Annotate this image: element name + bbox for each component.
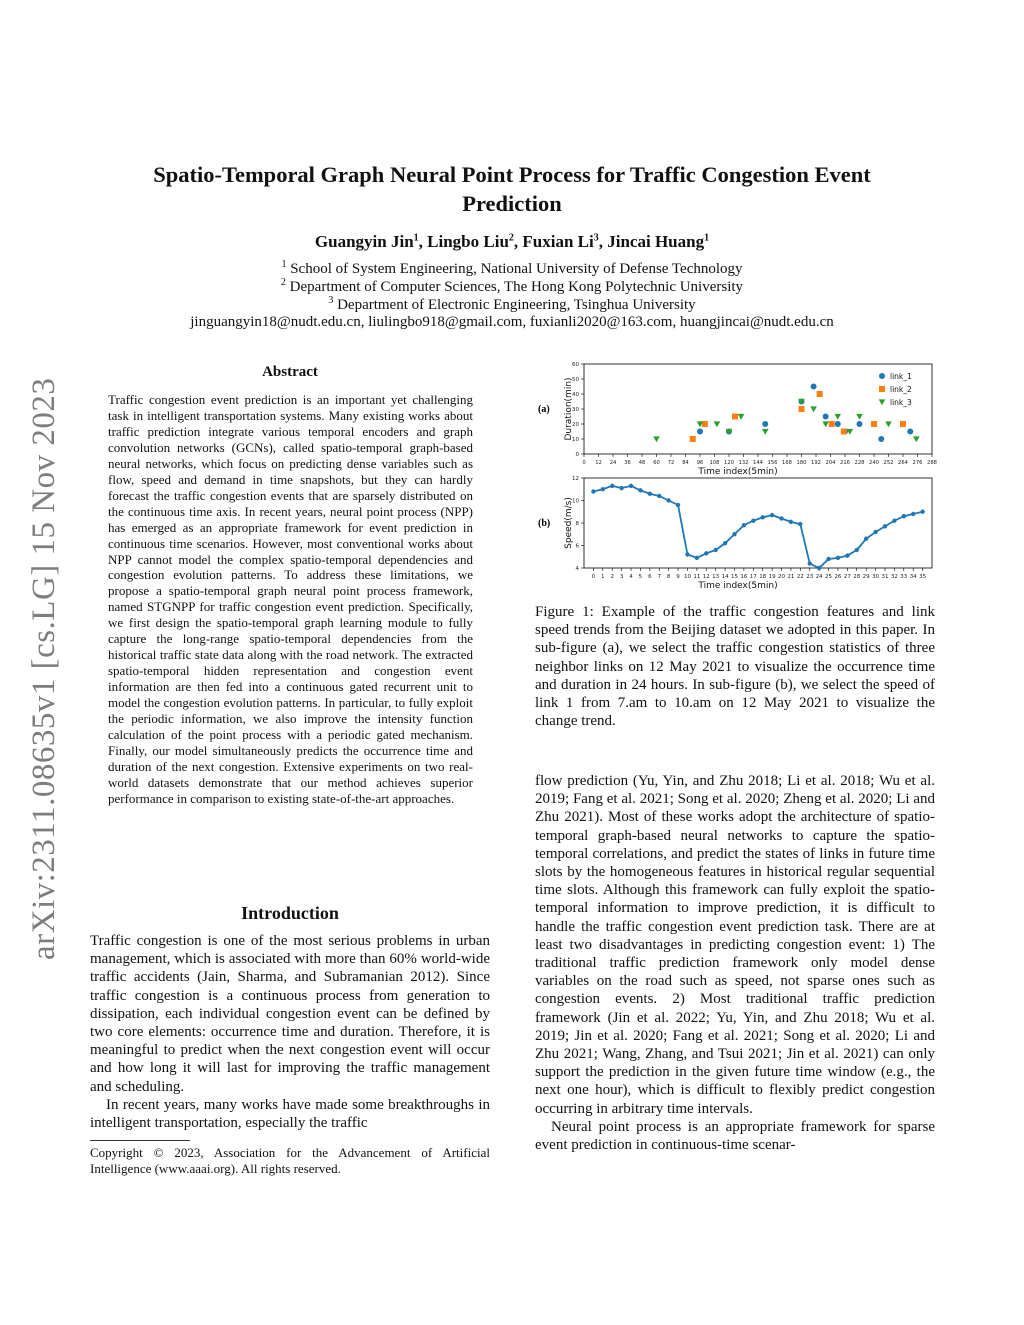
legend-label: link_1 <box>890 372 912 381</box>
speed-point <box>638 488 642 492</box>
x-tick-label: 30 <box>872 574 880 580</box>
scatter-point-link_1 <box>762 421 768 427</box>
abstract-heading: Abstract <box>262 364 318 380</box>
scatter-point-link_3 <box>714 421 721 427</box>
panel-a-label: (a) <box>538 404 550 415</box>
legend-marker-link_2 <box>879 386 885 392</box>
x-tick-label: 3 <box>619 574 624 580</box>
x-tick-label: 26 <box>834 574 842 580</box>
y-tick-label: 4 <box>575 566 579 572</box>
scatter-point-link_1 <box>697 429 703 435</box>
x-tick-label: 36 <box>624 460 631 466</box>
speed-point <box>619 486 623 490</box>
x-tick-label: 204 <box>825 460 836 466</box>
speed-point <box>855 548 859 552</box>
introduction-heading: Introduction <box>241 903 339 923</box>
x-tick-label: 180 <box>796 460 807 466</box>
x-tick-label: 19 <box>768 574 776 580</box>
y-tick-label: 10 <box>572 498 579 505</box>
x-tick-label: 24 <box>815 574 823 580</box>
x-tick-label: 35 <box>919 574 927 580</box>
x-tick-label: 34 <box>909 574 917 580</box>
speed-point <box>676 503 680 507</box>
speed-point <box>789 520 793 524</box>
speed-point <box>836 556 840 560</box>
speed-point <box>883 524 887 528</box>
x-tick-label: 21 <box>787 574 795 580</box>
y-axis-label: Speed(m/s) <box>564 497 574 549</box>
x-tick-label: 2 <box>610 574 614 580</box>
speed-point <box>902 514 906 518</box>
y-tick-label: 6 <box>575 543 579 550</box>
x-tick-label: 288 <box>927 460 937 466</box>
speed-point <box>685 552 689 556</box>
x-tick-label: 9 <box>676 574 680 580</box>
scatter-point-link_3 <box>653 436 660 442</box>
y-tick-label: 40 <box>572 392 579 398</box>
scatter-point-link_2 <box>841 429 847 435</box>
x-tick-label: 156 <box>767 460 778 466</box>
scatter-point-link_2 <box>732 414 738 420</box>
y-tick-label: 50 <box>572 377 579 383</box>
legend-label: link_2 <box>890 385 912 394</box>
x-tick-label: 60 <box>653 460 660 466</box>
x-tick-label: 16 <box>740 574 748 580</box>
x-tick-label: 28 <box>853 574 861 580</box>
x-tick-label: 8 <box>666 574 671 580</box>
author: Lingbo Liu$^2$, <box>427 232 523 251</box>
speed-point <box>892 519 896 523</box>
x-tick-label: 0 <box>582 460 586 466</box>
scatter-point-link_2 <box>817 391 823 397</box>
speed-point <box>610 484 614 488</box>
scatter-point-link_2 <box>871 421 877 427</box>
paragraph: Neural point process is an appropriate framework for sparse event prediction in continuous-time scenar- <box>535 1118 935 1154</box>
x-tick-label: 108 <box>709 460 720 466</box>
speed-point <box>864 537 868 541</box>
legend-marker-link_1 <box>879 373 885 379</box>
x-tick-label: 4 <box>629 574 633 580</box>
x-tick-label: 18 <box>759 574 767 580</box>
scatter-point-link_2 <box>799 406 805 412</box>
speed-point <box>591 489 595 493</box>
scatter-point-link_3 <box>885 421 892 427</box>
email-list: jinguangyin18@nudt.edu.cn, liulingbo918@gmail.com, fuxianli2020@163.com, huangjincai@nudt.edu.cn <box>190 314 834 330</box>
speed-point <box>826 557 830 561</box>
scatter-point-link_2 <box>900 421 906 427</box>
scatter-point-link_1 <box>835 421 841 427</box>
author: Fuxian Li$^3$, <box>522 232 608 251</box>
speed-point <box>629 484 633 488</box>
scatter-point-link_1 <box>878 436 884 442</box>
speed-point <box>911 512 915 516</box>
x-tick-label: 0 <box>591 574 596 580</box>
figure-1-chart <box>532 356 937 590</box>
x-tick-label: 168 <box>782 460 792 466</box>
scatter-point-link_1 <box>823 414 829 420</box>
scatter-point-link_3 <box>822 421 829 427</box>
speed-point <box>666 498 670 502</box>
x-tick-label: 12 <box>702 574 710 580</box>
x-tick-label: 276 <box>912 460 923 466</box>
speed-point <box>817 566 821 570</box>
speed-point <box>742 523 746 527</box>
scatter-point-link_3 <box>810 406 817 412</box>
x-tick-label: 24 <box>609 460 617 466</box>
x-tick-label: 7 <box>657 574 661 580</box>
speed-point <box>761 515 765 519</box>
scatter-point-link_3 <box>762 429 769 435</box>
copyright-footnote: Copyright © 2023, Association for the Advancement of Artificial Intelligence (www.aaai.org). All rights reserved. <box>90 1145 490 1176</box>
y-tick-label: 0 <box>575 452 579 458</box>
x-tick-label: 22 <box>796 574 804 580</box>
y-tick-label: 20 <box>572 422 579 428</box>
scatter-point-link_3 <box>738 414 745 420</box>
x-tick-label: 31 <box>881 574 889 580</box>
y-tick-label: 60 <box>572 362 579 368</box>
x-tick-label: 33 <box>900 574 908 580</box>
paragraph: Traffic congestion is one of the most serious problems in urban management, which is associated with more than 60% world-wide traffic accidents (Jain, Sharma, and Subramanian 2012). Since traffic congestion is a continuous process from generation to dissipation, each individual congestion event can be defined by two core elements: occurrence time and duration. Therefore, it is meaningful to predict when the next congestion event will occur and how long it will last for improving the traffic management and scheduling. <box>90 933 490 1095</box>
speed-point <box>770 513 774 517</box>
x-tick-label: 25 <box>825 574 833 580</box>
y-axis-label: Duration(min) <box>564 377 574 441</box>
speed-point <box>808 561 812 565</box>
scatter-point-link_2 <box>690 436 696 442</box>
x-tick-label: 216 <box>840 460 850 466</box>
speed-point <box>873 530 877 534</box>
affiliation: $^3$ Department of Electronic Engineering, Tsinghua University <box>328 295 696 313</box>
author: Guangyin Jin$^1$, <box>314 232 428 251</box>
x-tick-label: 27 <box>843 574 851 580</box>
affiliation: $^1$ School of System Engineering, National University of Defense Technology <box>281 259 743 277</box>
speed-point <box>732 532 736 536</box>
scatter-point-link_1 <box>811 384 817 390</box>
x-tick-label: 48 <box>638 460 646 466</box>
x-tick-label: 252 <box>883 460 894 466</box>
y-tick-label: 30 <box>572 407 579 413</box>
x-tick-label: 5 <box>638 574 643 580</box>
x-tick-label: 17 <box>749 574 757 580</box>
speed-point <box>779 516 783 520</box>
speed-point <box>723 541 727 545</box>
speed-point <box>704 551 708 555</box>
x-tick-label: 144 <box>753 460 763 466</box>
speed-point <box>713 548 717 552</box>
speed-line <box>593 486 922 568</box>
x-tick-label: 228 <box>854 460 865 466</box>
x-tick-label: 84 <box>682 460 689 466</box>
arxiv-identifier: arXiv:2311.08635v1 [cs.LG] 15 Nov 2023 <box>26 377 62 960</box>
x-tick-label: 10 <box>683 574 691 580</box>
x-tick-label: 132 <box>738 460 749 466</box>
chart-a <box>564 362 937 477</box>
scatter-point-link_1 <box>907 429 913 435</box>
x-tick-label: 11 <box>693 574 701 580</box>
affiliation: $^2$ Department of Computer Sciences, The Hong Kong Polytechnic University <box>280 277 744 295</box>
y-tick-label: 10 <box>572 437 579 443</box>
speed-point <box>648 492 652 496</box>
speed-point <box>845 553 849 557</box>
plot-frame <box>584 478 932 568</box>
speed-point <box>798 522 802 526</box>
x-tick-label: 96 <box>696 460 704 466</box>
x-tick-label: 23 <box>806 574 814 580</box>
speed-point <box>695 556 699 560</box>
speed-point <box>751 519 755 523</box>
footnote-divider <box>90 1140 190 1141</box>
speed-point <box>657 494 661 498</box>
speed-point <box>601 487 605 491</box>
y-tick-label: 12 <box>572 476 579 482</box>
x-tick-label: 32 <box>890 574 898 580</box>
scatter-point-link_3 <box>834 414 841 420</box>
paragraph: In recent years, many works have made some breakthroughs in intelligent transportation, especially the traffic <box>90 1096 490 1132</box>
scatter-point-link_2 <box>829 421 835 427</box>
speed-point <box>920 510 924 514</box>
x-tick-label: 6 <box>648 574 652 580</box>
legend-marker-link_3 <box>879 399 886 405</box>
x-tick-label: 12 <box>595 460 602 466</box>
scatter-point-link_1 <box>857 421 863 427</box>
figure-1 <box>532 356 937 590</box>
scatter-point-link_3 <box>913 436 920 442</box>
x-tick-label: 120 <box>724 460 734 466</box>
x-tick-label: 14 <box>721 574 729 580</box>
x-tick-label: 240 <box>869 460 879 466</box>
paper-title: Spatio-Temporal Graph Neural Point Process for Traffic Congestion Event Prediction <box>153 162 871 216</box>
scatter-point-link_3 <box>856 414 863 420</box>
legend-label: link_3 <box>890 398 912 407</box>
x-tick-label: 192 <box>811 460 821 466</box>
x-tick-label: 264 <box>898 460 908 466</box>
introduction-body <box>90 932 490 1132</box>
x-axis-label: Time index(5min) <box>698 581 778 590</box>
author-list <box>120 232 904 252</box>
author: Jincai Huang$^1$ <box>607 232 710 251</box>
right-column-body <box>535 772 935 1154</box>
y-tick-label: 8 <box>575 521 579 527</box>
x-axis-label: Time index(5min) <box>698 467 778 477</box>
x-tick-label: 13 <box>712 574 720 580</box>
x-tick-label: 20 <box>778 574 786 580</box>
panel-b-label: (b) <box>538 518 551 529</box>
abstract-text: Traffic congestion event prediction is an important yet challenging task in intelligent transportation systems. Many existing works about traffic prediction integrate various temporal encoders and graph convolution networks (GCNs), called spatio-temporal graph-based neural networks, which focus on predicting dense variables such as flow, speed and demand in time snapshots, but they can hardly forecast the traffic congestion events that are sparsely distributed on the continuous time axis. In recent years, neural point process (NPP) has emerged as an appropriate framework for event prediction in continuous time scenarios. However, most conventional works about NPP cannot model the complex spatio-temporal dependencies and congestion evolution patterns. To address these limitations, we propose a spatio-temporal graph neural point process framework, named STGNPP for traffic congestion event prediction. Specifically, we first design the spatio-temporal graph learning module to fully capture the long-range spatio-temporal dependencies from the historical traffic state data along with the road network. The extracted spatio-temporal hidden representation and congestion event information are then fed into a continuous gated recurrent unit to model the congestion evolution patterns. In particular, to fully exploit the periodic information, we also improve the intensity function calculation of the point process with a periodic gated mechanism. Finally, our model simultaneously predicts the occurrence time and duration of the next congestion. Extensive experiments on two real-world datasets demonstrate that our method achieves superior performance in comparison to existing state-of-the-art approaches. <box>108 392 473 806</box>
x-tick-label: 72 <box>667 460 675 466</box>
x-tick-label: 29 <box>862 574 870 580</box>
x-tick-label: 15 <box>730 574 738 580</box>
chart-b <box>564 476 932 590</box>
figure-caption: Figure 1: Example of the traffic congestion features and link speed trends from the Beijing dataset we adopted in this paper. In sub-figure (a), we select the traffic congestion statistics of three neighbor links on 12 May 2021 to visualize the occurrence time and duration in 24 hours. In sub-figure (b), we select the speed of link 1 from 7.am to 10.am on 12 May 2021 to visualize the change trend. <box>535 604 935 730</box>
paragraph: flow prediction (Yu, Yin, and Zhu 2018; Li et al. 2018; Wu et al. 2019; Fang et al. 2021; Song et al. 2020; Zheng et al. 2020; Li and Zhu 2021). Most of these works adopt the architecture of spatio-temporal graph-based neural networks to capture the spatio-temporal correlations, and predict the states of links in future time slots by the homogeneous features in historical regular sequential time slots. Although this framework can fully exploit the spatio-temporal information to improve prediction, it is difficult to handle the traffic congestion event prediction task. There are at least two disadvantages in predicting congestion event: 1) The traditional traffic prediction framework only model dense variables on the road such as speed, not sparse ones such as congestion events. 2) Most traditional traffic prediction framework (Jin et al. 2022; Yu, Yin, and Zhu 2018; Wu et al. 2019; Jin et al. 2020; Fang et al. 2021; Song et al. 2020; Li and Zhu 2021; Wang, Zhang, and Tsui 2021; Jin et al. 2021) can only support the prediction in the given future time window (e.g., the next one hour), which is difficult to flexibly predict congestion occurring in arbitrary time intervals. <box>535 773 935 1117</box>
x-tick-label: 1 <box>601 574 605 580</box>
